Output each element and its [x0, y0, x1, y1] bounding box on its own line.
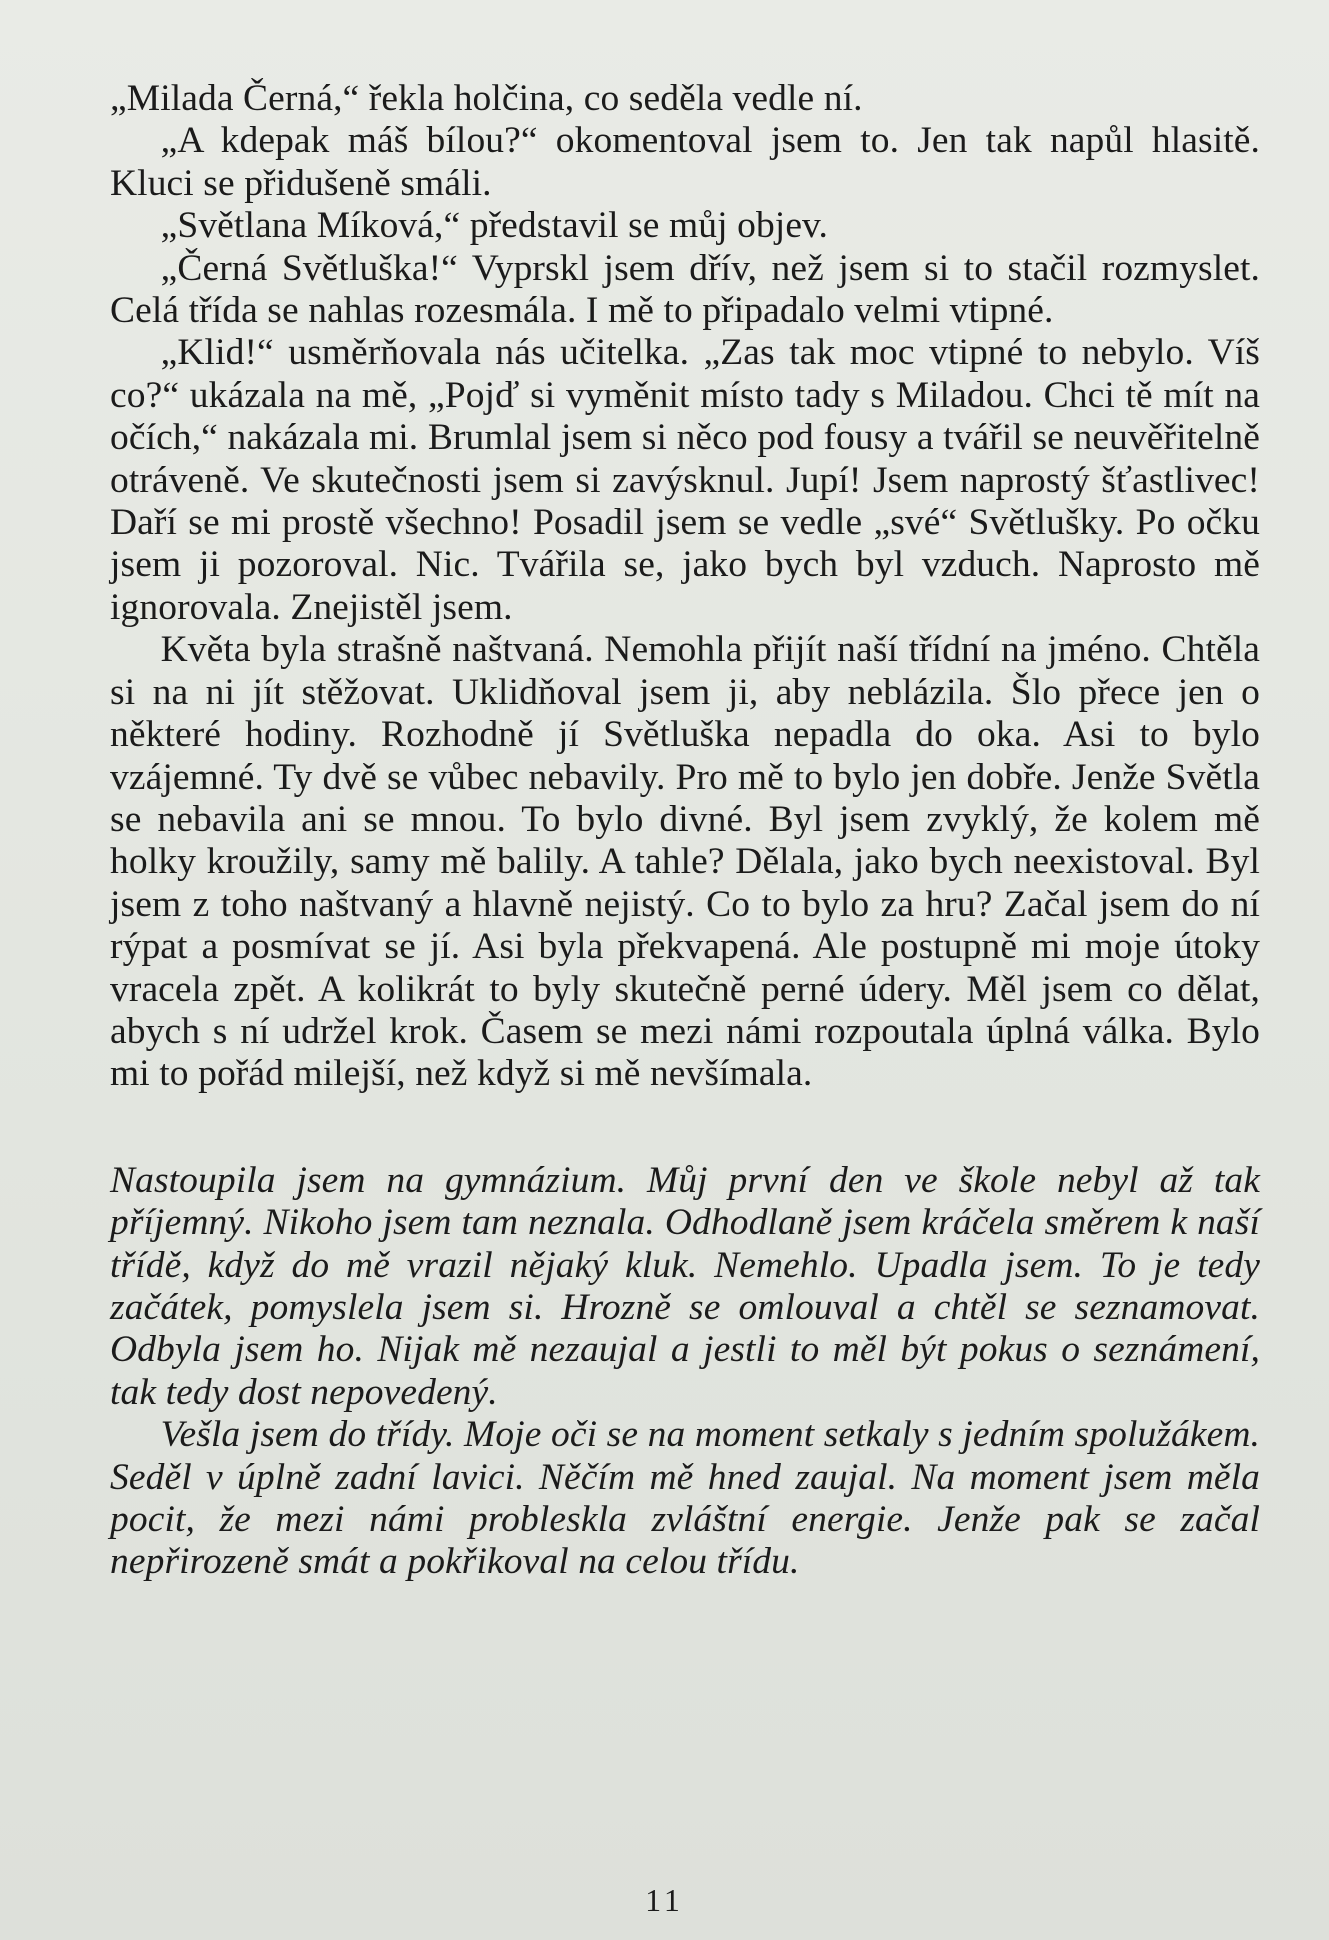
section-break [110, 1096, 1260, 1160]
page-body-text [110, 78, 1260, 1584]
paragraph: „Klid!“ usměrňovala nás učitelka. „Zas tak moc vtipné to nebylo. Víš co?“ ukázala na mě, „Pojď si vyměnit místo tady s Miladou. Chci tě mít na očích,“ nakázala mi. Brumlal jsem si něco pod fousy a tvářil se neuvěřitelně otráveně. Ve skutečnosti jsem si zavýsknul. Jupí! Jsem naprostý šťastlivec! Daří se mi prostě všechno! Posadil jsem se vedle „své“ Světlušky. Po očku jsem ji pozoroval. Nic. Tvářila se, jako bych byl vzduch. Naprosto mě ignorovala. Znejistěl jsem. [110, 332, 1260, 628]
paragraph: Květa byla strašně naštvaná. Nemohla přijít naší třídní na jméno. Chtěla si na ni jít stěžovat. Uklidňoval jsem ji, aby neblázila. Šlo přece jen o některé hodiny. Rozhodně jí Světluška nepadla do oka. Asi to bylo vzájemné. Ty dvě se vůbec nebavily. Pro mě to bylo jen dobře. Jenže Světla se nebavila ani se mnou. To bylo divné. Byl jsem zvyklý, že kolem mě holky kroužily, samy mě balily. A tahle? Dělala, jako bych neexistoval. Byl jsem z toho naštvaný a hlavně nejistý. Co to bylo za hru? Začal jsem do ní rýpat a posmívat se jí. Asi byla překvapená. Ale postupně mi moje útoky vracela zpět. A kolikrát to byly skutečně perné údery. Měl jsem co dělat, abych s ní udržel krok. Časem se mezi námi rozpoutala úplná válka. Bylo mi to pořád milejší, než když si mě nevšímala. [110, 629, 1260, 1095]
paragraph: „Světlana Míková,“ představil se můj objev. [160, 205, 828, 247]
italic-paragraph: Vešla jsem do třídy. Moje oči se na moment setkaly s jedním spolužákem. Seděl v úplně zadní lavici. Něčím mě hned zaujal. Na moment jsem měla pocit, že mezi námi probleskla zvláštní energie. Jenže pak se začal nepřirozeně smát a pokřikoval na celou třídu. [110, 1414, 1260, 1583]
italic-paragraph: Nastoupila jsem na gymnázium. Můj první den ve škole nebyl až tak příjemný. Nikoho jsem tam neznala. Odhodlaně jsem kráčela směrem k naší třídě, když do mě vrazil nějaký kluk. Nemehlo. Upadla jsem. To je tedy začátek, pomyslela jsem si. Hrozně se omlouval a chtěl se seznamovat. Odbyla jsem ho. Nijak mě nezaujal a jestli to měl být pokus o seznámení, tak tedy dost nepovedený. [110, 1159, 1260, 1413]
paragraph: „Milada Černá,“ řekla holčina, co seděla vedle ní. [110, 78, 863, 119]
page-number: 11 [645, 1882, 684, 1918]
paragraph: „A kdepak máš bílou?“ okomentoval jsem to. Jen tak napůl hlasitě. Kluci se přidušeně smáli. [110, 120, 1260, 204]
paragraph: „Černá Světluška!“ Vyprskl jsem dřív, než jsem si to stačil rozmyslet. Celá třída se nahlas rozesmála. I mě to připadalo velmi vtipné. [110, 247, 1260, 332]
